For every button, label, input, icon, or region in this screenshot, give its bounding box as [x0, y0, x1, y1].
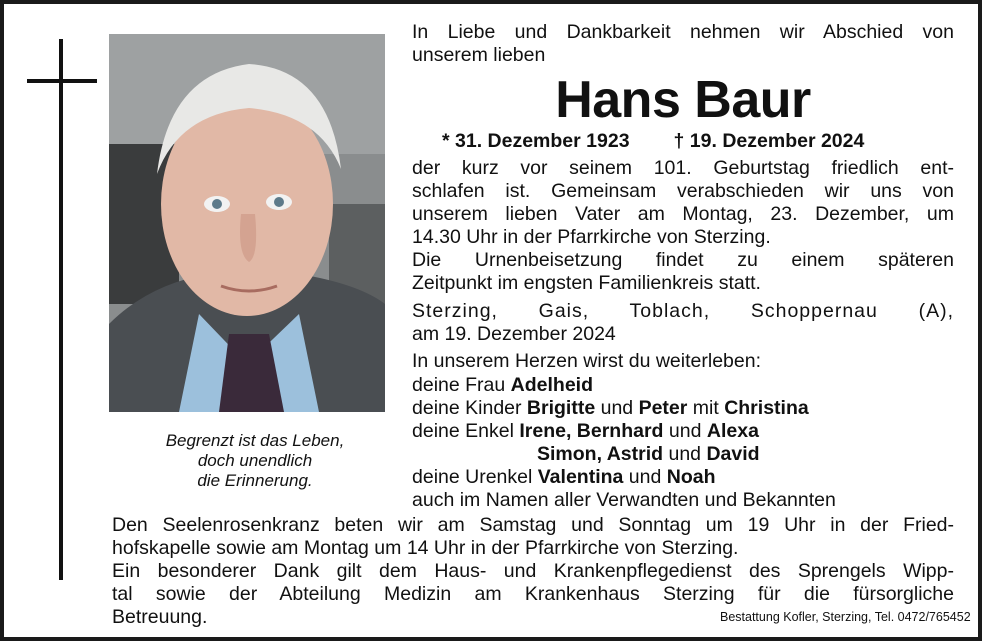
family-grandchildren-cont — [537, 443, 760, 466]
body-line: Zeitpunkt im engsten Familienkreis statt. — [412, 272, 761, 294]
family-member: Christina — [724, 397, 809, 419]
body-line: Die Urnenbeisetzung findet zu einem späteren — [412, 249, 954, 271]
family-member: Brigitte — [526, 397, 596, 419]
conjunction: und — [600, 397, 634, 419]
footer-line: Ein besonderer Dank gilt dem Haus- und Krankenpflegedienst des Sprengels Wipp- — [112, 560, 954, 582]
place-line: Sterzing, Gais, Toblach, Schoppernau (A), — [412, 300, 954, 322]
conjunction: und — [628, 466, 662, 488]
conjunction: mit — [692, 397, 719, 419]
conjunction: und — [668, 420, 702, 442]
quote-line: die Erinnerung. — [197, 471, 313, 490]
family-prefix: deine Enkel — [412, 420, 514, 442]
family-member: Simon, Astrid — [537, 443, 664, 465]
cross-vertical-bar — [59, 39, 63, 580]
family-member: Noah — [666, 466, 716, 488]
family-wife — [412, 374, 593, 397]
deceased-name: Hans Baur — [555, 71, 811, 129]
heart-line: In unserem Herzen wirst du weiterleben: — [412, 350, 761, 372]
intro-line: unserem lieben — [412, 44, 546, 66]
family-great-grandchildren — [412, 466, 716, 489]
memorial-quote — [110, 431, 400, 491]
family-member: Alexa — [706, 420, 759, 442]
funeral-home-credit: Bestattung Kofler, Sterzing, Tel. 0472/765452 — [720, 610, 971, 624]
place-line: am 19. Dezember 2024 — [412, 323, 616, 345]
footer-line: Den Seelenrosenkranz beten wir am Samstag und Sonntag um 19 Uhr in der Fried- — [112, 514, 954, 536]
family-prefix: deine Frau — [412, 374, 506, 396]
family-grandchildren — [412, 420, 759, 443]
family-member: Valentina — [537, 466, 624, 488]
family-member: Peter — [638, 397, 688, 419]
quote-line: Begrenzt ist das Leben, — [165, 431, 345, 450]
conjunction: und — [668, 443, 702, 465]
family-member: Irene, Bernhard — [519, 420, 664, 442]
body-line: der kurz vor seinem 101. Geburtstag friedlich ent- — [412, 157, 954, 179]
birth-date: * 31. Dezember 1923 — [442, 130, 630, 152]
family-prefix: deine Kinder — [412, 397, 522, 419]
family-member: David — [706, 443, 760, 465]
family-relatives: auch im Namen aller Verwandten und Bekannten — [412, 489, 836, 511]
portrait-photo — [109, 34, 385, 412]
family-member: Adelheid — [510, 374, 593, 396]
family-children — [412, 397, 809, 420]
footer-line: tal sowie der Abteilung Medizin am Krankenhaus Sterzing für die fürsorgliche — [112, 583, 954, 605]
footer-line: Betreuung. — [112, 606, 208, 628]
body-line: unserem lieben Vater am Montag, 23. Dezember, um — [412, 203, 954, 225]
footer-line: hofskapelle sowie am Montag um 14 Uhr in der Pfarrkirche von Sterzing. — [112, 537, 739, 559]
cross-horizontal-bar — [27, 79, 97, 83]
life-dates — [442, 130, 908, 153]
death-date: † 19. Dezember 2024 — [673, 130, 865, 152]
family-prefix: deine Urenkel — [412, 466, 533, 488]
body-line: schlafen ist. Gemeinsam verabschieden wir uns von — [412, 180, 954, 202]
body-line: 14.30 Uhr in der Pfarrkirche von Sterzing. — [412, 226, 771, 248]
intro-line: In Liebe und Dankbarkeit nehmen wir Abschied von — [412, 21, 954, 43]
quote-line: doch unendlich — [197, 451, 313, 470]
